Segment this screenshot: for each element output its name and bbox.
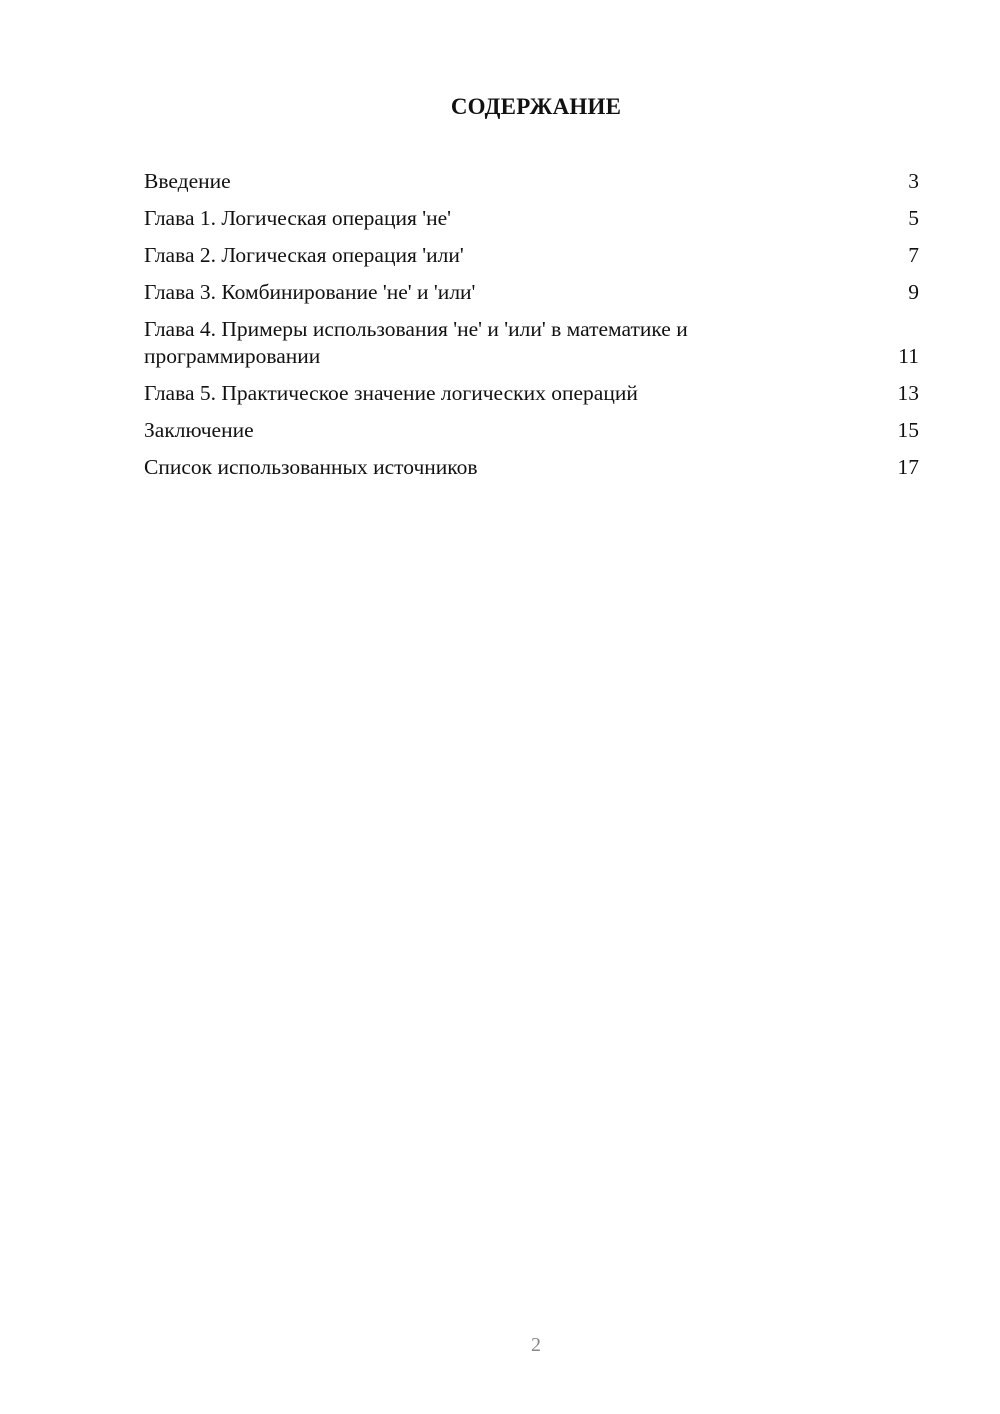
toc-entry-page-number: 17 xyxy=(897,455,919,479)
toc-entry-label: Заключение xyxy=(144,418,254,442)
toc-entry-conclusion xyxy=(144,417,919,444)
toc-entry-references xyxy=(144,454,919,481)
page-title: СОДЕРЖАНИЕ xyxy=(450,94,622,119)
toc-entry-page-number: 15 xyxy=(897,418,919,442)
toc-entry-label: Список использованных источников xyxy=(144,455,478,479)
toc-entry-page-number: 9 xyxy=(908,280,919,304)
toc-entry-label: Глава 5. Практическое значение логических операций xyxy=(144,381,638,405)
toc-entry-introduction xyxy=(144,168,919,195)
toc-entry-label: Введение xyxy=(144,169,231,193)
toc-entry-chapter-4 xyxy=(144,316,919,370)
toc-entry-page-number: 11 xyxy=(898,344,919,368)
toc-entry-chapter-3 xyxy=(144,279,919,306)
toc-entry-label: Глава 4. Примеры использования 'не' и 'или' в математике и программировании xyxy=(144,317,688,368)
toc-entry-label: Глава 3. Комбинирование 'не' и 'или' xyxy=(144,280,476,304)
toc-entry-page-number: 13 xyxy=(897,381,919,405)
toc-entry-chapter-1 xyxy=(144,205,919,232)
toc-entry-page-number: 3 xyxy=(908,169,919,193)
toc-entry-label: Глава 2. Логическая операция 'или' xyxy=(144,243,464,267)
toc-entry-chapter-5 xyxy=(144,380,919,407)
toc-entry-page-number: 5 xyxy=(908,206,919,230)
page-number: 2 xyxy=(531,1334,541,1356)
toc-entry-page-number: 7 xyxy=(908,243,919,267)
table-of-contents xyxy=(144,168,919,491)
toc-entry-label: Глава 1. Логическая операция 'не' xyxy=(144,206,452,230)
toc-entry-chapter-2 xyxy=(144,242,919,269)
